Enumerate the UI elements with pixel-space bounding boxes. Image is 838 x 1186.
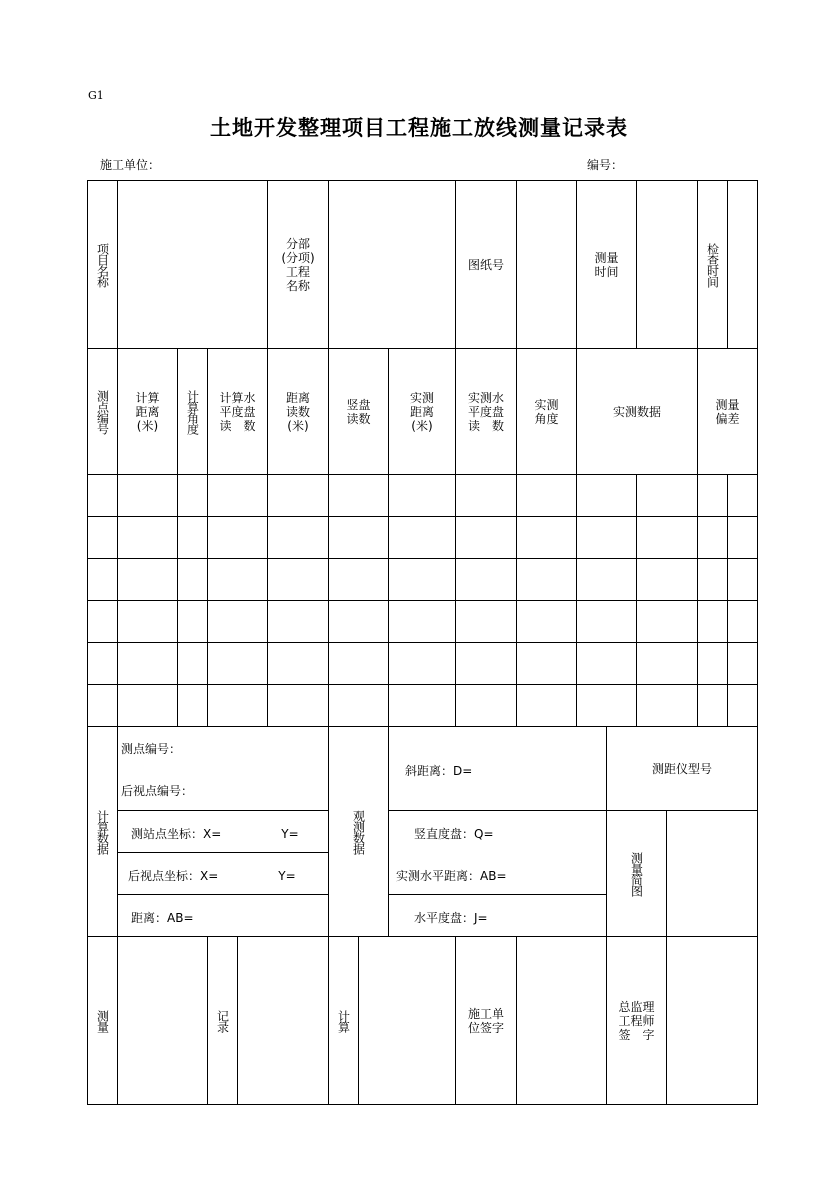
col-measured-angle: 实测 角度 <box>534 397 559 426</box>
data-cell[interactable] <box>456 643 516 684</box>
data-cell[interactable] <box>208 643 267 684</box>
data-cell[interactable] <box>268 685 328 726</box>
construction-unit-label: 施工单位： <box>100 158 161 172</box>
data-cell[interactable] <box>118 517 177 558</box>
sub-project-field[interactable] <box>329 181 455 348</box>
data-cell[interactable] <box>698 685 727 726</box>
data-cell[interactable] <box>728 475 757 516</box>
distance-ab-label: 距离：AB= <box>131 911 194 925</box>
col-point-no: 测点编号 <box>95 389 110 434</box>
data-cell[interactable] <box>577 559 636 600</box>
data-cell[interactable] <box>517 685 576 726</box>
data-cell[interactable] <box>637 559 697 600</box>
data-cell[interactable] <box>118 643 177 684</box>
data-cell[interactable] <box>178 685 207 726</box>
data-cell[interactable] <box>268 601 328 642</box>
data-cell[interactable] <box>329 517 388 558</box>
data-cell[interactable] <box>637 685 697 726</box>
slope-distance-label: 斜距离：D= <box>405 764 473 778</box>
data-cell[interactable] <box>517 601 576 642</box>
data-cell[interactable] <box>118 475 177 516</box>
col-calc-distance: 计算 距离 (米) <box>135 390 160 433</box>
data-cell[interactable] <box>456 601 516 642</box>
survey-sign-label: 测量 <box>95 1009 110 1032</box>
col-calc-h-reading: 计算水 平度盘 读 数 <box>219 390 256 433</box>
data-cell[interactable] <box>118 601 177 642</box>
data-cell[interactable] <box>577 685 636 726</box>
drawing-no-label: 图纸号 <box>467 257 504 272</box>
calc-sign-field[interactable] <box>359 937 455 1104</box>
data-cell[interactable] <box>178 517 207 558</box>
calc-point-no-label: 测点编号： <box>121 742 182 756</box>
data-cell[interactable] <box>517 559 576 600</box>
check-time-label: 检查时间 <box>705 242 720 287</box>
data-cell[interactable] <box>178 601 207 642</box>
supervisor-sign-label: 总监理 工程师 签 字 <box>618 999 655 1042</box>
data-cell[interactable] <box>637 517 697 558</box>
data-cell[interactable] <box>517 643 576 684</box>
instrument-model-label: 测距仪型号 <box>651 761 712 776</box>
data-cell[interactable] <box>389 559 455 600</box>
col-calc-angle: 计算角度 <box>185 389 200 434</box>
data-cell[interactable] <box>88 601 117 642</box>
data-cell[interactable] <box>389 643 455 684</box>
data-cell[interactable] <box>208 559 267 600</box>
data-cell[interactable] <box>178 475 207 516</box>
project-name-field[interactable] <box>118 181 267 348</box>
survey-time-label: 测量 时间 <box>594 250 619 279</box>
survey-sketch-label: 测量简图 <box>629 851 644 896</box>
data-cell[interactable] <box>88 475 117 516</box>
survey-time-field[interactable] <box>637 181 697 348</box>
data-cell[interactable] <box>577 601 636 642</box>
data-cell[interactable] <box>268 559 328 600</box>
page-title: 土地开发整理项目工程施工放线测量记录表 <box>210 116 628 140</box>
data-cell[interactable] <box>389 517 455 558</box>
col-measured-data: 实测数据 <box>612 404 661 419</box>
data-cell[interactable] <box>118 559 177 600</box>
project-name-label: 项目名称 <box>95 242 110 287</box>
data-cell[interactable] <box>178 559 207 600</box>
data-cell[interactable] <box>728 643 757 684</box>
col-survey-deviation: 测量 偏差 <box>715 397 740 426</box>
data-cell[interactable] <box>88 517 117 558</box>
data-cell[interactable] <box>728 601 757 642</box>
data-cell[interactable] <box>389 601 455 642</box>
data-cell[interactable] <box>728 685 757 726</box>
form-code: G1 <box>88 89 104 102</box>
survey-sketch-area[interactable] <box>667 811 757 936</box>
obs-data-label: 观测数据 <box>351 809 366 854</box>
calc-sign-label: 计算 <box>336 1009 351 1032</box>
record-sign-field[interactable] <box>238 937 328 1104</box>
data-cell[interactable] <box>577 643 636 684</box>
data-cell[interactable] <box>118 685 177 726</box>
data-cell[interactable] <box>456 517 516 558</box>
h-circle-label: 水平度盘：J= <box>414 911 488 925</box>
survey-sign-field[interactable] <box>118 937 207 1104</box>
drawing-no-field[interactable] <box>517 181 576 348</box>
data-cell[interactable] <box>698 559 727 600</box>
data-cell[interactable] <box>329 685 388 726</box>
number-label: 编号： <box>587 158 624 172</box>
col-vertical-reading: 竖盘 读数 <box>346 397 371 426</box>
data-cell[interactable] <box>389 475 455 516</box>
back-point-no-label: 后视点编号： <box>121 784 194 798</box>
data-cell[interactable] <box>456 559 516 600</box>
data-cell[interactable] <box>637 475 697 516</box>
data-cell[interactable] <box>208 517 267 558</box>
back-coord-label: 后视点坐标：X= Y= <box>128 869 296 883</box>
col-distance-reading: 距离 读数 (米) <box>285 390 310 433</box>
vertical-circle-label: 竖直度盘：Q= <box>414 827 494 841</box>
data-cell[interactable] <box>329 475 388 516</box>
h-distance-label: 实测水平距离：AB= <box>396 869 507 883</box>
data-cell[interactable] <box>329 559 388 600</box>
supervisor-sign-field[interactable] <box>667 937 757 1104</box>
data-cell[interactable] <box>389 685 455 726</box>
data-cell[interactable] <box>728 517 757 558</box>
data-cell[interactable] <box>88 643 117 684</box>
data-cell[interactable] <box>637 601 697 642</box>
data-cell[interactable] <box>329 601 388 642</box>
data-cell[interactable] <box>456 475 516 516</box>
station-coord-label: 测站点坐标：X= Y= <box>131 827 299 841</box>
data-cell[interactable] <box>268 475 328 516</box>
data-cell[interactable] <box>208 685 267 726</box>
data-cell[interactable] <box>698 601 727 642</box>
data-cell[interactable] <box>698 643 727 684</box>
data-cell[interactable] <box>88 559 117 600</box>
data-cell[interactable] <box>637 643 697 684</box>
data-cell[interactable] <box>577 517 636 558</box>
record-sign-label: 记录 <box>215 1009 230 1032</box>
calc-data-label: 计算数据 <box>95 809 110 854</box>
data-cell[interactable] <box>698 517 727 558</box>
data-cell[interactable] <box>456 685 516 726</box>
data-cell[interactable] <box>178 643 207 684</box>
data-cell[interactable] <box>517 475 576 516</box>
data-cell[interactable] <box>88 685 117 726</box>
data-cell[interactable] <box>728 559 757 600</box>
unit-sign-label: 施工单 位签字 <box>467 1006 504 1035</box>
data-cell[interactable] <box>268 517 328 558</box>
data-cell[interactable] <box>698 475 727 516</box>
sub-project-label: 分部 (分项) 工程 名称 <box>281 236 315 293</box>
data-cell[interactable] <box>329 643 388 684</box>
data-cell[interactable] <box>517 517 576 558</box>
check-time-field[interactable] <box>728 181 757 348</box>
data-cell[interactable] <box>577 475 636 516</box>
data-cell[interactable] <box>268 643 328 684</box>
unit-sign-field[interactable] <box>517 937 606 1104</box>
col-measured-h-reading: 实测水 平度盘 读 数 <box>467 390 504 433</box>
data-cell[interactable] <box>208 601 267 642</box>
data-cell[interactable] <box>208 475 267 516</box>
col-measured-distance: 实测 距离 (米) <box>409 390 434 433</box>
